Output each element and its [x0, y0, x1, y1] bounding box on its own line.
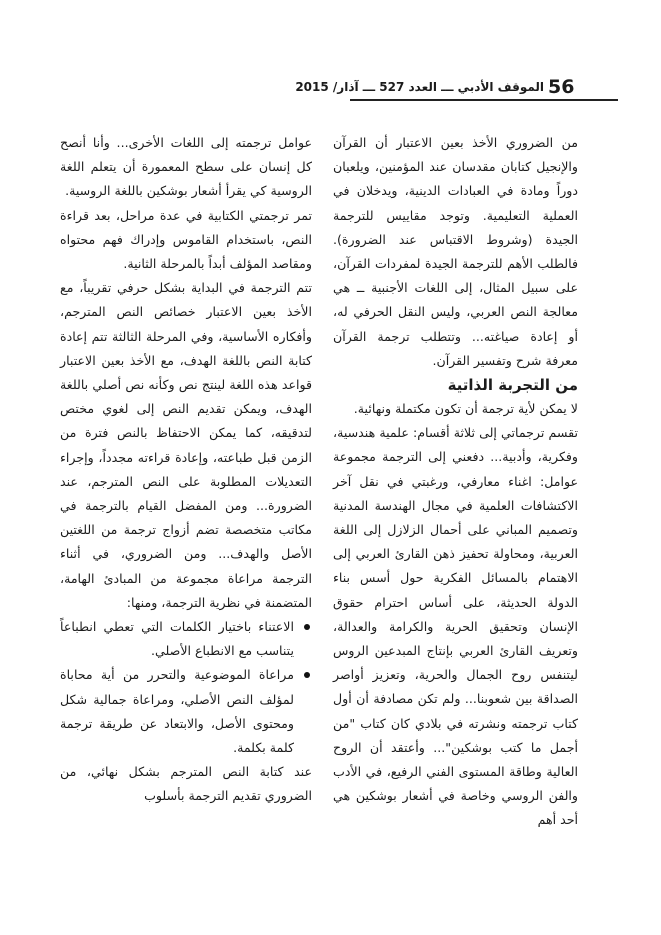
header-rule: [350, 99, 618, 101]
list-item: [60, 615, 294, 663]
paragraph: تتم الترجمة في البداية بشكل حرفي تقريباً، مع الأخذ بعين الاعتبار خصائص النص المترجم، وأفكاره الأساسية، وفي المرحلة الثالثة تتم إعادة كتابة النص باللغة الهدف، مع الأخذ بعين الاعتبار قواعد هذه اللغة لينتج نص وكأنه نص أصلي باللغة الهدف، ويمكن تقديم النص إلى لغوي مختص لتدقيقه، كما يمكن الاحتفاظ بالنص فترة من الزمن قبل طباعته، وإعادة قراءته مجدداً، وإجراء التعديلات المطلوبة على النص المترجم، عند الضرورة... ومن المفضل القيام بالترجمة في مكاتب متخصصة تضم أزواج ترجمة من اللغتين الأصل والهدف... ومن الضروري، في أثناء الترجمة مراعاة مجموعة من المبادئ الهامة، المتضمنة في نظرية الترجمة، ومنها:: [60, 280, 312, 610]
paragraph: تقسم ترجماتي إلى ثلاثة أقسام: علمية هندسية، وفكرية، وأدبية... دفعني إلى الترجمة مجموعة عوامل: اغناء معارفي، ورغبتي في نقل آخر الاكتشافات العلمية في مجال الهندسة المدنية وتصميم المباني على أحمال الزلازل إلى اللغة العربية، ومحاولة تحفيز ذهن القارئ العربي إلى الاهتمام بالمسائل الفكرية حول أسس بناء الدولة الحديثة، على أساس احترام حقوق الإنسان وتحقيق الحرية والكرامة والعدالة، وتعريف القارئ العربي بإنتاج المبدعين الروس ليتنفس روح الجمال والحرية، وتعزيز أواصر الصداقة بين شعوبنا... ولم تكن مصادفة أن أول كتاب ترجمته ونشرته في بلادي كان كتاب "من أجمل ما كتب بوشكين"... وأعتقد أن الروح العالية وطاقة المستوى الفني الرفيع، في الأدب والفن الروسي وخاصة في أشعار بوشكين هي أحد أهم: [333, 425, 578, 828]
list-item-text: مراعاة الموضوعية والتحرر من أية محاباة لمؤلف النص الأصلي، ومراعاة جمالية شكل ومحتوى الأصل، والابتعاد عن طريقة ترجمة كلمة بكلمة.: [60, 667, 294, 756]
right-column: [333, 131, 578, 833]
paragraph: من الضروري الأخذ بعين الاعتبار أن القرآن والإنجيل كتابان مقدسان عند المؤمنين، ويلعبان دوراً ومادة في العبادات الدينية، ويدخلان في العملية التعليمية. وتوجد مقاييس للترجمة الجيدة (وشروط الاقتباس عند الضرورة). فالطلب الأهم للترجمة الجيدة لمفردات القرآن، على سبيل المثال، إلى اللغات الأجنبية ــ هي معالجة النص العربي، وليس النقل الحرفي له، أو إعادة صياغته... وتتطلب ترجمة القرآن معرفة شرح وتفسير القرآن.: [333, 135, 578, 368]
list-item-text: الاعتناء باختيار الكلمات التي تعطي انطباعاً يتناسب مع الانطباع الأصلي.: [60, 619, 294, 659]
list-item: [60, 663, 294, 760]
paragraph: لا يمكن لأية ترجمة أن تكون مكتملة ونهائية.: [353, 401, 578, 417]
left-column: [60, 131, 312, 809]
paragraph: عند كتابة النص المترجم بشكل نهائي، من الضروري تقديم الترجمة بأسلوب: [60, 764, 312, 804]
bullet-icon: [304, 672, 310, 678]
page-number: 56: [548, 76, 575, 98]
paragraph: عوامل ترجمته إلى اللغات الأخرى... وأنا أنصح كل إنسان على سطح المعمورة أن يتعلم اللغة الروسية كي يقرأ أشعار بوشكين باللغة الروسية.: [60, 135, 312, 199]
principles-list: [60, 615, 312, 760]
page-header: [295, 76, 622, 98]
bullet-icon: [304, 624, 310, 630]
running-header-title: الموقف الأدبي ـــ العدد 527 ـــ آذار/ 2015: [295, 80, 544, 94]
paragraph: تمر ترجمتي الكتابية في عدة مراحل، بعد قراءة النص، باستخدام القاموس وإدراك فهم محتواه ومقاصد المؤلف أبداً بالمرحلة الثانية.: [60, 207, 312, 272]
section-heading: من التجربة الذاتية: [447, 376, 578, 395]
